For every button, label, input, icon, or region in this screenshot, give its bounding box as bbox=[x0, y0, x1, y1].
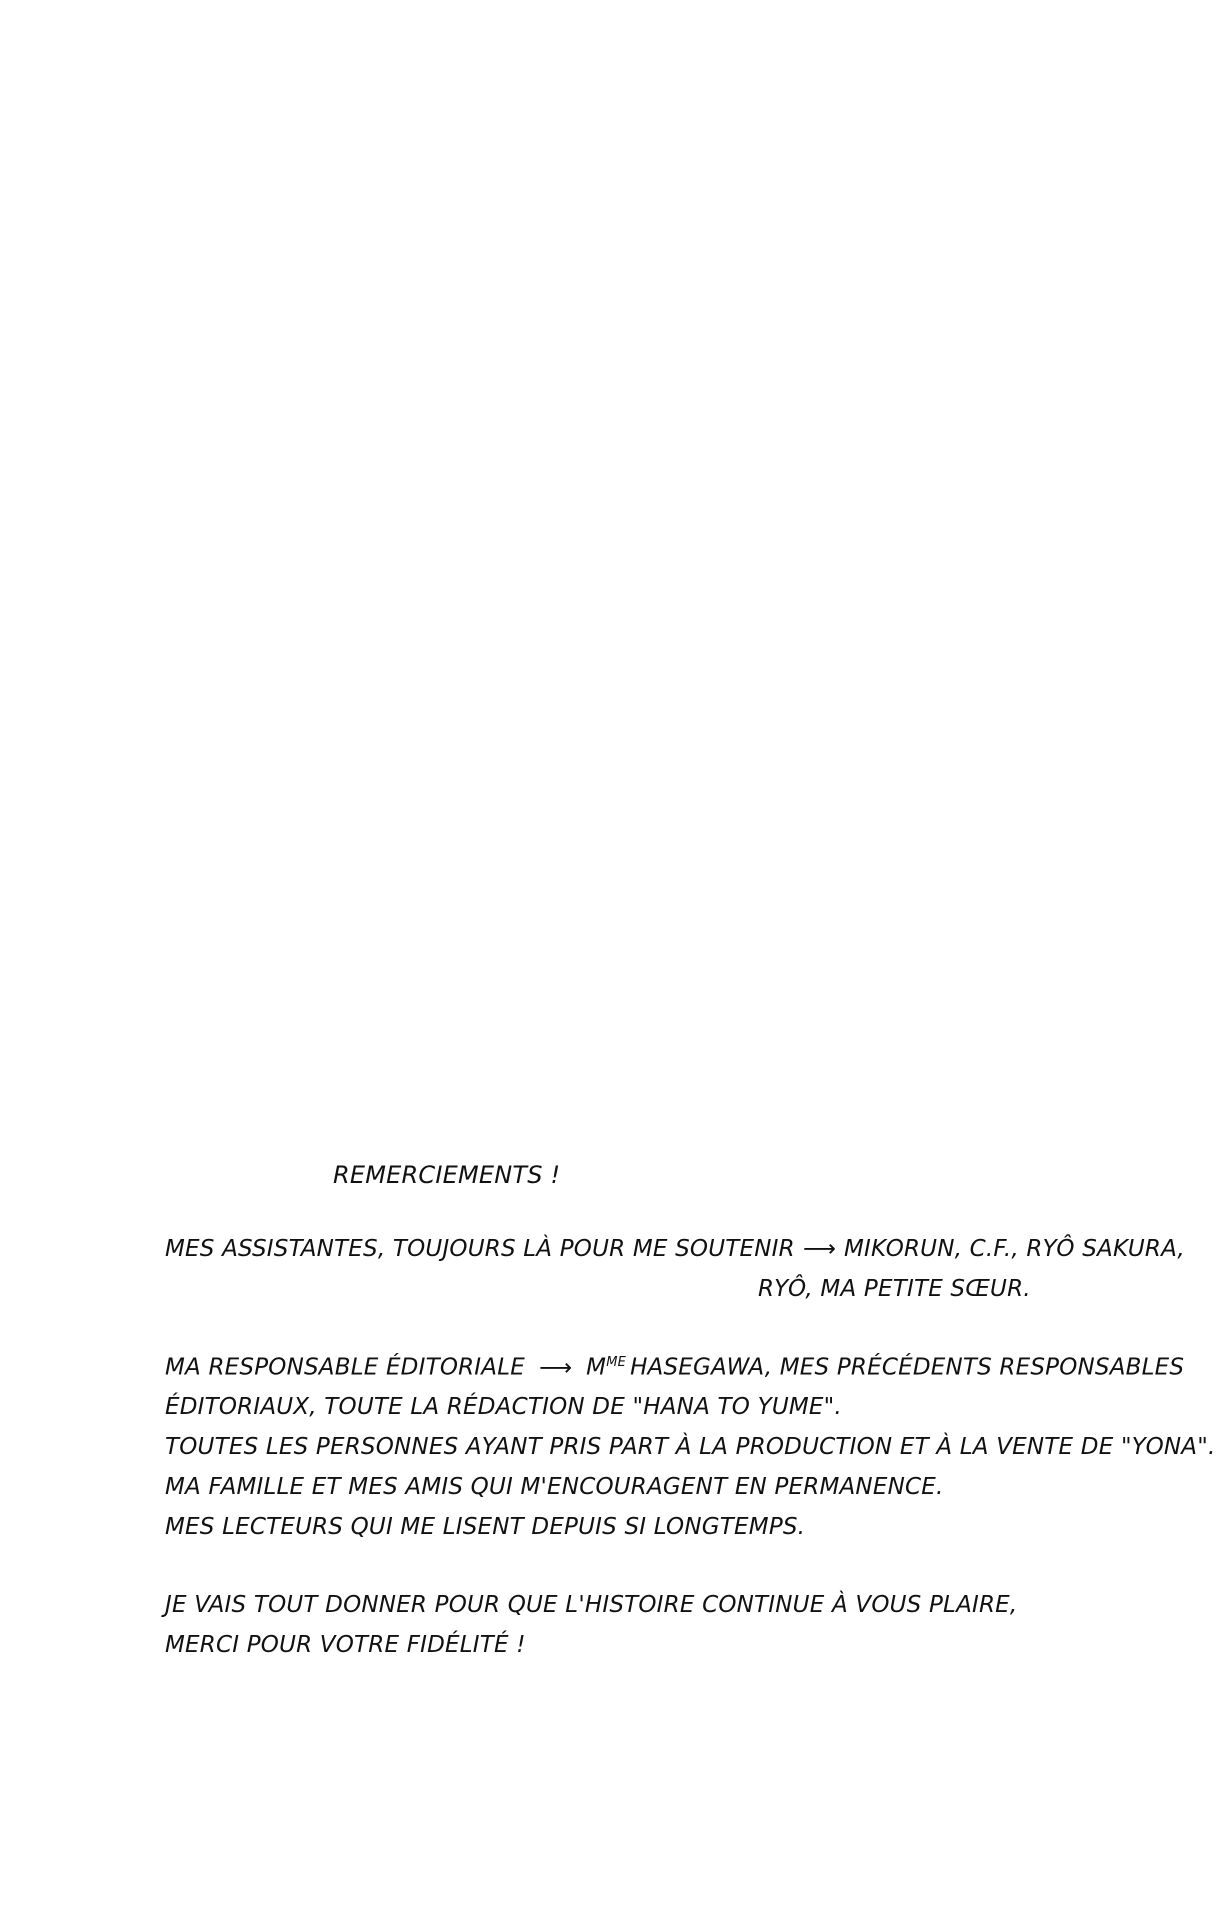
assistants-label: MES ASSISTANTES, TOUJOURS LÀ POUR ME SOUTENIR bbox=[165, 1236, 795, 1262]
closing-line-1: JE VAIS TOUT DONNER POUR QUE L'HISTOIRE CONTINUE À VOUS PLAIRE, bbox=[165, 1592, 1018, 1618]
assistants-names-1: MIKORUN, C.F., RYÔ SAKURA, bbox=[844, 1236, 1185, 1262]
others-line-1: TOUTES LES PERSONNES AYANT PRIS PART À LA PRODUCTION ET À LA VENTE DE "YONA". bbox=[165, 1434, 1216, 1460]
arrow-icon: ⟶ bbox=[538, 1354, 573, 1381]
editor-label: MA RESPONSABLE ÉDITORIALE bbox=[165, 1354, 525, 1381]
editor-prefix-sup: ME bbox=[606, 1355, 627, 1370]
closing-line-2: MERCI POUR VOTRE FIDÉLITÉ ! bbox=[165, 1632, 526, 1658]
assistants-names-2: RYÔ, MA PETITE SŒUR. bbox=[758, 1276, 1031, 1302]
assistants-line bbox=[165, 1238, 1185, 1261]
editor-line-2: ÉDITORIAUX, TOUTE LA RÉDACTION DE "HANA TO YUME". bbox=[165, 1394, 842, 1420]
page-title: REMERCIEMENTS ! bbox=[333, 1161, 561, 1189]
editor-rest: HASEGAWA, MES PRÉCÉDENTS RESPONSABLES bbox=[630, 1354, 1185, 1381]
editor-prefix: M bbox=[586, 1354, 607, 1381]
editor-line bbox=[165, 1356, 1184, 1380]
others-line-3: MES LECTEURS QUI ME LISENT DEPUIS SI LONGTEMPS. bbox=[165, 1514, 806, 1540]
arrow-icon: ⟶ bbox=[802, 1236, 836, 1262]
others-line-2: MA FAMILLE ET MES AMIS QUI M'ENCOURAGENT EN PERMANENCE. bbox=[165, 1474, 944, 1500]
